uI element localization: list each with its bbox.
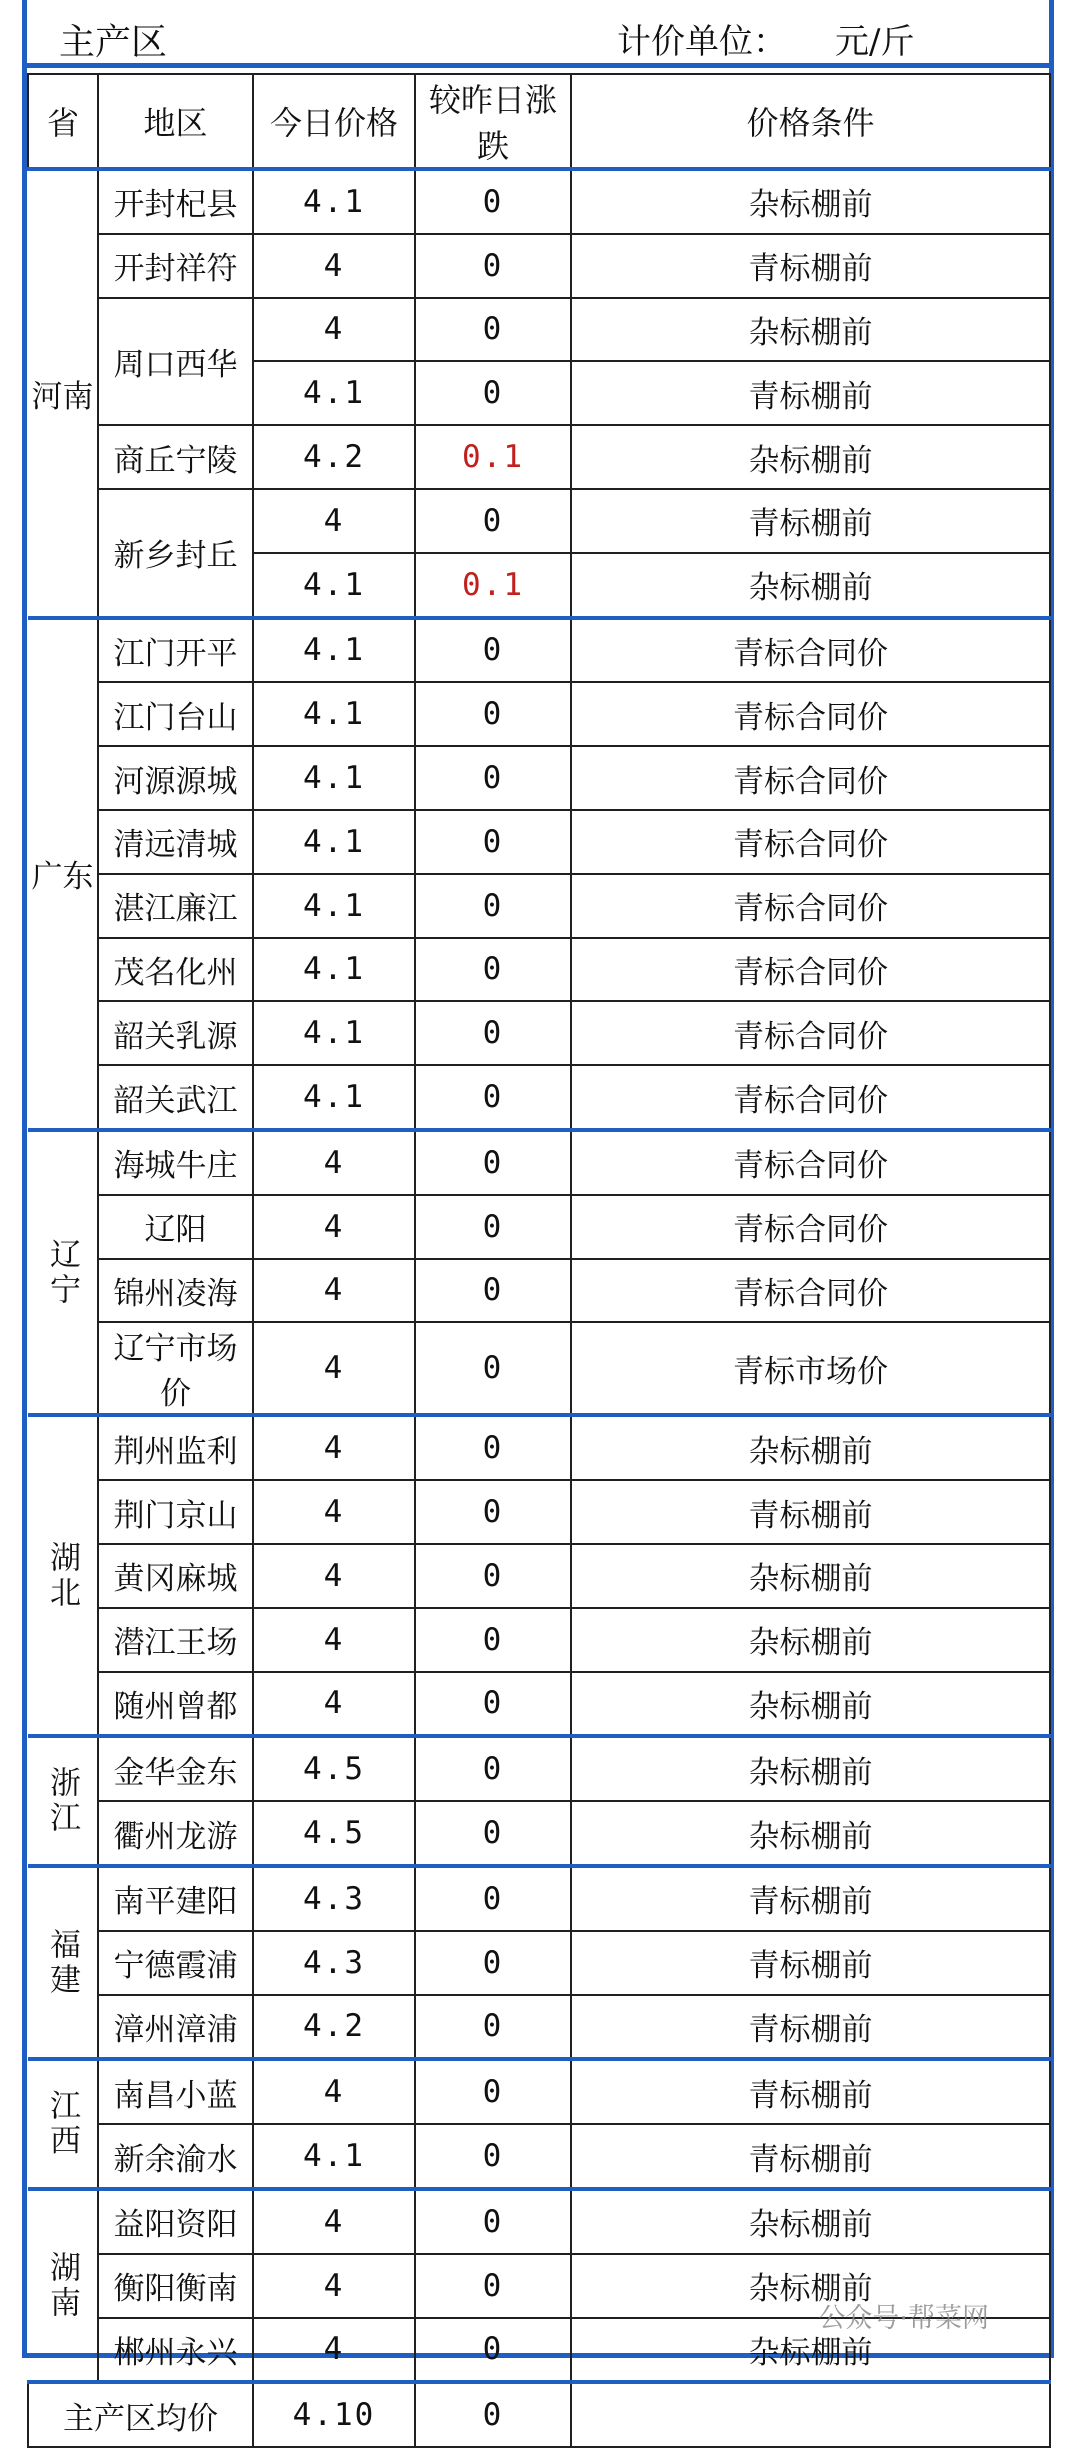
change-cell: 0 <box>415 2124 571 2189</box>
change-cell: 0 <box>415 1001 571 1065</box>
table-row <box>28 1801 1050 1866</box>
price-cell: 4.1 <box>253 1001 415 1065</box>
price-cell: 4.1 <box>253 553 415 618</box>
average-change: 0 <box>415 2382 571 2447</box>
condition-cell: 青标棚前 <box>571 1480 1050 1544</box>
table-body <box>28 169 1050 2382</box>
region-cell: 河源源城 <box>98 746 253 810</box>
region-cell: 江门台山 <box>98 682 253 746</box>
condition-cell: 青标合同价 <box>571 746 1050 810</box>
change-cell: 0 <box>415 618 571 683</box>
price-cell: 4.5 <box>253 1801 415 1866</box>
watermark: 公众号·帮菜网 <box>818 2303 989 2334</box>
price-cell: 4 <box>253 1415 415 1480</box>
table-frame <box>22 0 1054 2437</box>
region-cell: 漳州漳浦 <box>98 1995 253 2060</box>
condition-cell: 青标棚前 <box>571 234 1050 298</box>
table-row <box>28 2189 1050 2254</box>
condition-cell: 青标合同价 <box>571 810 1050 874</box>
condition-cell: 青标合同价 <box>571 1259 1050 1323</box>
change-cell: 0 <box>415 2059 571 2124</box>
price-cell: 4 <box>253 1480 415 1544</box>
price-cell: 4.3 <box>253 1866 415 1931</box>
change-cell: 0 <box>415 1322 571 1415</box>
province-cell: 浙江 <box>28 1736 98 1866</box>
price-cell: 4 <box>253 1195 415 1259</box>
condition-cell: 青标合同价 <box>571 682 1050 746</box>
region-cell: 荆州监利 <box>98 1415 253 1480</box>
table-row <box>28 1866 1050 1931</box>
table-row <box>28 2124 1050 2189</box>
condition-cell: 青标棚前 <box>571 1931 1050 1995</box>
price-cell: 4 <box>253 2059 415 2124</box>
price-cell: 4 <box>253 1544 415 1608</box>
price-cell: 4 <box>253 2254 415 2318</box>
condition-cell: 青标棚前 <box>571 1995 1050 2060</box>
condition-cell: 青标合同价 <box>571 1195 1050 1259</box>
region-cell: 衢州龙游 <box>98 1801 253 1866</box>
price-cell: 4.1 <box>253 361 415 425</box>
table-row <box>28 2059 1050 2124</box>
table-row <box>28 1608 1050 1672</box>
region-cell: 辽宁市场价 <box>98 1322 253 1415</box>
table-row <box>28 1130 1050 1195</box>
unit-label: 计价单位： <box>617 22 787 62</box>
table-row <box>28 1001 1050 1065</box>
province-cell: 广东 <box>28 618 98 1130</box>
average-label: 主产区均价 <box>28 2382 253 2447</box>
region-cell: 益阳资阳 <box>98 2189 253 2254</box>
price-cell: 4 <box>253 234 415 298</box>
price-cell: 4.1 <box>253 938 415 1002</box>
condition-cell: 青标合同价 <box>571 1130 1050 1195</box>
region-cell: 湛江廉江 <box>98 874 253 938</box>
change-cell: 0 <box>415 938 571 1002</box>
price-cell: 4.2 <box>253 1995 415 2060</box>
average-row <box>28 2382 1050 2447</box>
province-cell: 湖北 <box>28 1415 98 1736</box>
change-cell: 0 <box>415 2254 571 2318</box>
condition-cell: 青标合同价 <box>571 938 1050 1002</box>
table-row <box>28 810 1050 874</box>
col-province: 省 <box>28 74 98 169</box>
table-row <box>28 1931 1050 1995</box>
region-cell: 开封杞县 <box>98 169 253 234</box>
region-cell: 南平建阳 <box>98 1866 253 1931</box>
region-cell: 潜江王场 <box>98 1608 253 1672</box>
price-cell: 4.1 <box>253 746 415 810</box>
table-row <box>28 618 1050 683</box>
condition-cell: 青标棚前 <box>571 489 1050 553</box>
change-cell: 0 <box>415 746 571 810</box>
condition-cell: 青标市场价 <box>571 1322 1050 1415</box>
change-cell: 0 <box>415 361 571 425</box>
province-cell: 福建 <box>28 1866 98 2059</box>
price-cell: 4.1 <box>253 1065 415 1130</box>
table-row <box>28 1195 1050 1259</box>
region-cell: 锦州凌海 <box>98 1259 253 1323</box>
table-row <box>28 298 1050 362</box>
price-cell: 4 <box>253 1322 415 1415</box>
condition-cell: 杂标棚前 <box>571 2318 1050 2383</box>
table-row <box>28 1259 1050 1323</box>
change-cell: 0 <box>415 169 571 234</box>
price-cell: 4.5 <box>253 1736 415 1801</box>
price-cell: 4 <box>253 1130 415 1195</box>
table-row <box>28 1736 1050 1801</box>
price-cell: 4 <box>253 489 415 553</box>
change-cell: 0 <box>415 489 571 553</box>
condition-cell: 青标合同价 <box>571 1065 1050 1130</box>
change-cell: 0 <box>415 1866 571 1931</box>
region-cell: 韶关乳源 <box>98 1001 253 1065</box>
condition-cell: 杂标棚前 <box>571 298 1050 362</box>
table-row <box>28 1995 1050 2060</box>
condition-cell: 青标棚前 <box>571 1866 1050 1931</box>
change-cell: 0 <box>415 1544 571 1608</box>
condition-cell: 青标合同价 <box>571 1001 1050 1065</box>
title-bar <box>27 0 1049 68</box>
change-cell: 0 <box>415 874 571 938</box>
change-cell: 0 <box>415 682 571 746</box>
price-cell: 4.2 <box>253 425 415 489</box>
region-cell: 黄冈麻城 <box>98 1544 253 1608</box>
table-row <box>28 425 1050 489</box>
price-cell: 4 <box>253 1259 415 1323</box>
change-cell: 0 <box>415 234 571 298</box>
region-cell: 衡阳衡南 <box>98 2254 253 2318</box>
condition-cell: 杂标棚前 <box>571 2254 1050 2318</box>
price-cell: 4.1 <box>253 618 415 683</box>
change-cell: 0 <box>415 1480 571 1544</box>
col-price: 今日价格 <box>253 74 415 169</box>
condition-cell: 杂标棚前 <box>571 169 1050 234</box>
region-cell: 随州曾都 <box>98 1672 253 1737</box>
change-cell: 0 <box>415 1415 571 1480</box>
condition-cell: 青标棚前 <box>571 2124 1050 2189</box>
region-cell: 荆门京山 <box>98 1480 253 1544</box>
price-cell: 4.1 <box>253 810 415 874</box>
col-change: 较昨日涨跌 <box>415 74 571 169</box>
change-cell: 0.1 <box>415 553 571 618</box>
region-cell: 辽阳 <box>98 1195 253 1259</box>
price-cell: 4 <box>253 1608 415 1672</box>
unit-value: 元/斤 <box>835 22 915 62</box>
table-row <box>28 1415 1050 1480</box>
col-condition: 价格条件 <box>571 74 1050 169</box>
table-row <box>28 169 1050 234</box>
condition-cell: 青标棚前 <box>571 361 1050 425</box>
price-cell: 4 <box>253 298 415 362</box>
change-cell: 0 <box>415 1736 571 1801</box>
price-cell: 4.1 <box>253 682 415 746</box>
change-cell: 0 <box>415 1195 571 1259</box>
price-cell: 4.3 <box>253 1931 415 1995</box>
change-cell: 0 <box>415 1608 571 1672</box>
province-cell: 河南 <box>28 169 98 618</box>
region-cell: 海城牛庄 <box>98 1130 253 1195</box>
col-region: 地区 <box>98 74 253 169</box>
watermark-cell <box>571 2382 1050 2447</box>
table-row <box>28 234 1050 298</box>
region-cell: 新余渝水 <box>98 2124 253 2189</box>
header-row <box>28 74 1050 169</box>
region-cell: 韶关武江 <box>98 1065 253 1130</box>
region-cell: 金华金东 <box>98 1736 253 1801</box>
condition-cell: 杂标棚前 <box>571 1544 1050 1608</box>
condition-cell: 杂标棚前 <box>571 425 1050 489</box>
change-cell: 0 <box>415 298 571 362</box>
table-row <box>28 938 1050 1002</box>
price-cell: 4.1 <box>253 2124 415 2189</box>
condition-cell: 杂标棚前 <box>571 1736 1050 1801</box>
region-cell: 郴州永兴 <box>98 2318 253 2383</box>
region-cell: 南昌小蓝 <box>98 2059 253 2124</box>
price-cell: 4 <box>253 1672 415 1737</box>
region-cell: 江门开平 <box>98 618 253 683</box>
condition-cell: 杂标棚前 <box>571 2189 1050 2254</box>
condition-cell: 青标合同价 <box>571 618 1050 683</box>
region-cell: 开封祥符 <box>98 234 253 298</box>
average-price: 4.10 <box>253 2382 415 2447</box>
change-cell: 0 <box>415 1931 571 1995</box>
region-cell: 新乡封丘 <box>98 489 253 618</box>
region-cell: 清远清城 <box>98 810 253 874</box>
condition-cell: 杂标棚前 <box>571 1801 1050 1866</box>
price-cell: 4.1 <box>253 874 415 938</box>
change-cell: 0 <box>415 810 571 874</box>
region-cell: 商丘宁陵 <box>98 425 253 489</box>
region-cell: 宁德霞浦 <box>98 1931 253 1995</box>
table-title: 主产区 <box>59 22 168 63</box>
table-row <box>28 1672 1050 1737</box>
change-cell: 0 <box>415 1259 571 1323</box>
table-row <box>28 1544 1050 1608</box>
change-cell: 0 <box>415 1065 571 1130</box>
table-row <box>28 1480 1050 1544</box>
table-row <box>28 1065 1050 1130</box>
region-cell: 周口西华 <box>98 298 253 426</box>
province-cell: 辽宁 <box>28 1130 98 1415</box>
condition-cell: 青标合同价 <box>571 874 1050 938</box>
condition-cell: 杂标棚前 <box>571 1608 1050 1672</box>
change-cell: 0 <box>415 1130 571 1195</box>
change-cell: 0 <box>415 1672 571 1737</box>
region-cell: 茂名化州 <box>98 938 253 1002</box>
table-row <box>28 489 1050 553</box>
price-cell: 4.1 <box>253 169 415 234</box>
province-cell: 江西 <box>28 2059 98 2189</box>
condition-cell: 青标棚前 <box>571 2059 1050 2124</box>
table-row <box>28 682 1050 746</box>
change-cell: 0 <box>415 2318 571 2383</box>
price-cell: 4 <box>253 2318 415 2383</box>
change-cell: 0.1 <box>415 425 571 489</box>
change-cell: 0 <box>415 2189 571 2254</box>
change-cell: 0 <box>415 1995 571 2060</box>
table-row <box>28 746 1050 810</box>
province-cell: 湖南 <box>28 2189 98 2382</box>
table-row <box>28 874 1050 938</box>
table-row <box>28 1322 1050 1415</box>
condition-cell: 杂标棚前 <box>571 553 1050 618</box>
condition-cell: 杂标棚前 <box>571 1672 1050 1737</box>
change-cell: 0 <box>415 1801 571 1866</box>
condition-cell: 杂标棚前 <box>571 1415 1050 1480</box>
price-cell: 4 <box>253 2189 415 2254</box>
price-table <box>27 73 1051 2448</box>
